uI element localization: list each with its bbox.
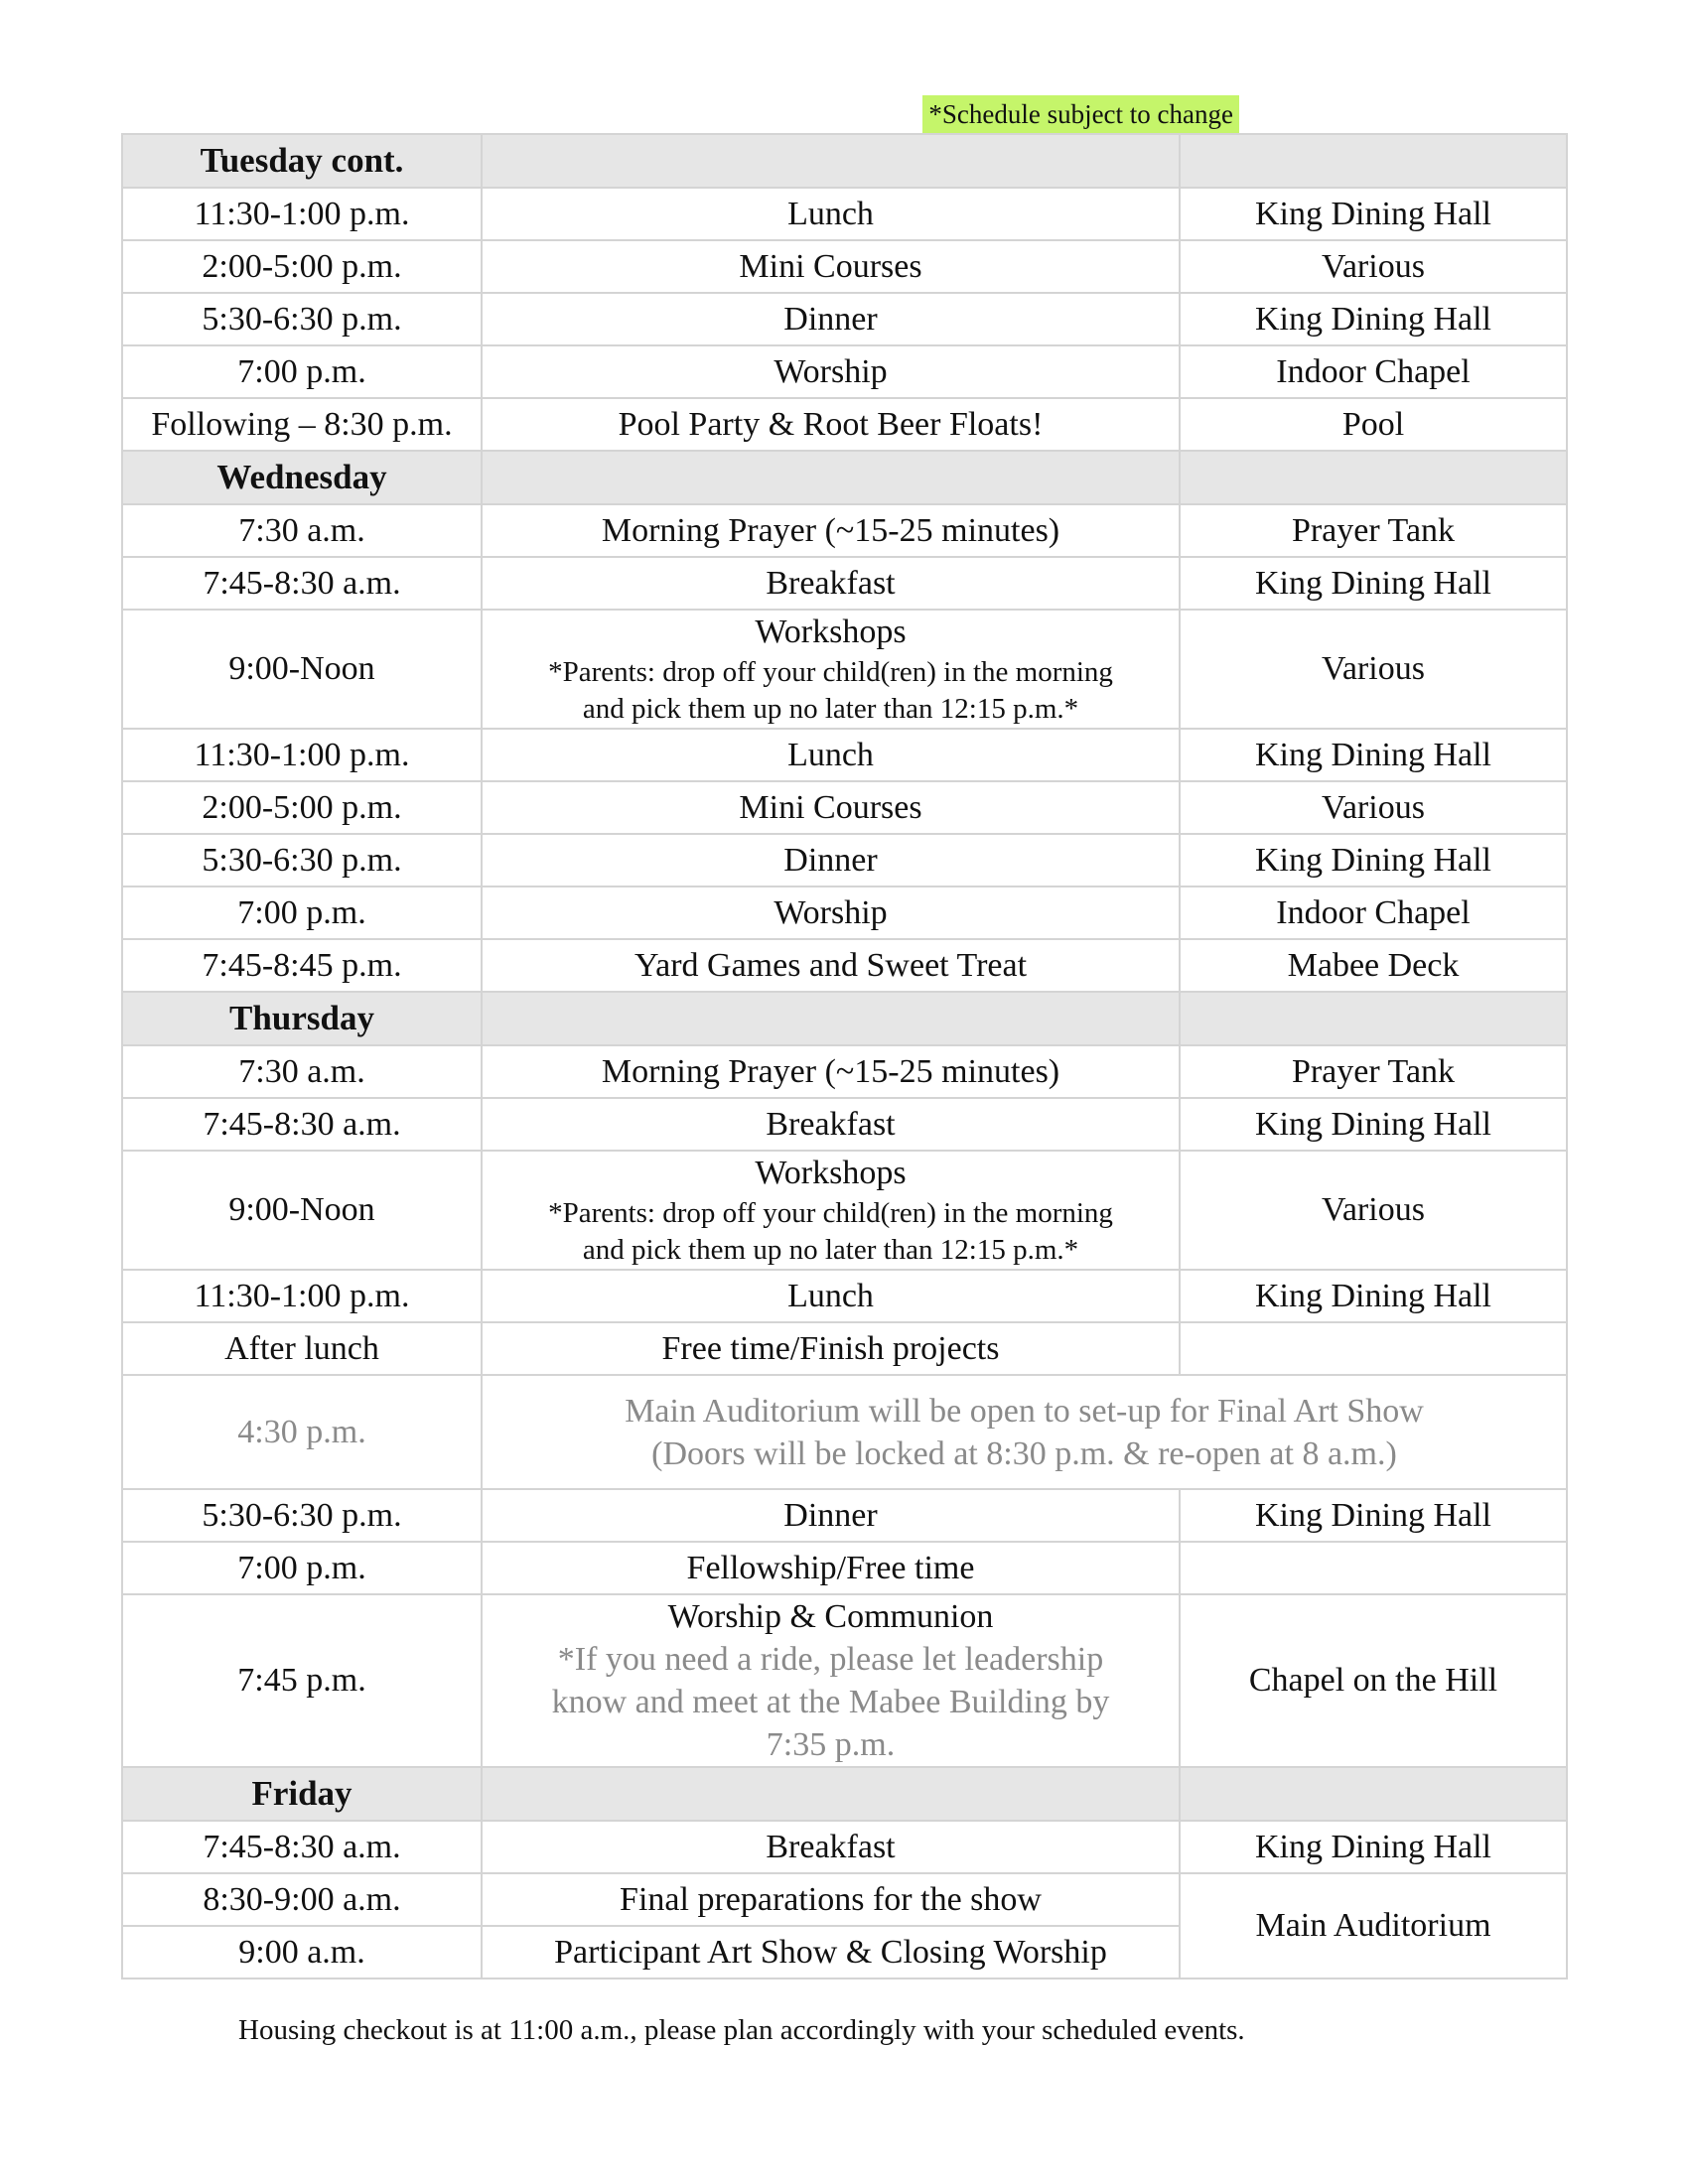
event-cell: Final preparations for the show (482, 1873, 1180, 1926)
time-cell: 9:00-Noon (122, 1151, 482, 1270)
time-cell: After lunch (122, 1322, 482, 1375)
event-note: and pick them up no later than 12:15 p.m.* (582, 1234, 1079, 1266)
event-cell: Dinner (482, 293, 1180, 345)
table-row (122, 729, 1567, 781)
table-row (122, 939, 1567, 992)
event-cell (482, 610, 1180, 729)
time-cell: 4:30 p.m. (122, 1375, 482, 1489)
time-cell: 2:00-5:00 p.m. (122, 240, 482, 293)
time-cell: 8:30-9:00 a.m. (122, 1873, 482, 1926)
day-header-thursday (122, 992, 1567, 1045)
event-title: Workshops (755, 614, 907, 650)
day-header-wednesday (122, 451, 1567, 504)
location-cell: Prayer Tank (1180, 1045, 1567, 1098)
event-cell: Participant Art Show & Closing Worship (482, 1926, 1180, 1979)
time-cell: 11:30-1:00 p.m. (122, 729, 482, 781)
location-cell: King Dining Hall (1180, 1489, 1567, 1542)
table-row (122, 188, 1567, 240)
location-cell (1180, 1322, 1567, 1375)
location-cell: Various (1180, 610, 1567, 729)
location-cell: King Dining Hall (1180, 188, 1567, 240)
event-cell (482, 1594, 1180, 1767)
table-row (122, 240, 1567, 293)
table-row (122, 1542, 1567, 1594)
location-cell: Indoor Chapel (1180, 345, 1567, 398)
time-cell: 9:00 a.m. (122, 1926, 482, 1979)
location-cell: King Dining Hall (1180, 1821, 1567, 1873)
day-name: Wednesday (122, 451, 482, 504)
event-cell: Lunch (482, 1270, 1180, 1322)
location-cell: Mabee Deck (1180, 939, 1567, 992)
event-cell: Worship (482, 345, 1180, 398)
schedule-table (121, 133, 1568, 1979)
location-cell: Main Auditorium (1180, 1873, 1567, 1979)
table-row (122, 1045, 1567, 1098)
location-cell: King Dining Hall (1180, 1098, 1567, 1151)
event-cell: Breakfast (482, 1098, 1180, 1151)
table-row (122, 1821, 1567, 1873)
time-cell: 7:30 a.m. (122, 504, 482, 557)
location-cell: Prayer Tank (1180, 504, 1567, 557)
event-cell: Mini Courses (482, 781, 1180, 834)
time-cell: 7:00 p.m. (122, 887, 482, 939)
time-cell: 11:30-1:00 p.m. (122, 1270, 482, 1322)
location-cell: Pool (1180, 398, 1567, 451)
event-cell: Dinner (482, 834, 1180, 887)
location-cell: Various (1180, 1151, 1567, 1270)
location-cell: King Dining Hall (1180, 293, 1567, 345)
event-cell (482, 1151, 1180, 1270)
event-title: Main Auditorium will be open to set-up for Final Art Show (625, 1392, 1424, 1430)
schedule-change-note: *Schedule subject to change (922, 95, 1239, 135)
table-row (122, 293, 1567, 345)
event-cell: Free time/Finish projects (482, 1322, 1180, 1375)
time-cell: 5:30-6:30 p.m. (122, 834, 482, 887)
time-cell: 9:00-Noon (122, 610, 482, 729)
table-row (122, 1098, 1567, 1151)
location-cell: Indoor Chapel (1180, 887, 1567, 939)
table-row (122, 345, 1567, 398)
event-cell: Fellowship/Free time (482, 1542, 1180, 1594)
table-row (122, 1322, 1567, 1375)
table-row (122, 887, 1567, 939)
time-cell: 7:30 a.m. (122, 1045, 482, 1098)
location-cell (1180, 1542, 1567, 1594)
event-cell: Morning Prayer (~15-25 minutes) (482, 1045, 1180, 1098)
event-cell: Morning Prayer (~15-25 minutes) (482, 504, 1180, 557)
location-cell: Various (1180, 240, 1567, 293)
table-row (122, 398, 1567, 451)
event-note: know and meet at the Mabee Building by (551, 1684, 1110, 1720)
time-cell: 7:45-8:30 a.m. (122, 557, 482, 610)
time-cell: 7:45 p.m. (122, 1594, 482, 1767)
table-row-communion (122, 1594, 1567, 1767)
event-note: *Parents: drop off your child(ren) in the morning (548, 656, 1113, 688)
table-row (122, 557, 1567, 610)
time-cell: 7:45-8:30 a.m. (122, 1821, 482, 1873)
day-name: Friday (122, 1767, 482, 1821)
table-row (122, 1489, 1567, 1542)
table-row (122, 504, 1567, 557)
table-row-auditorium-setup (122, 1375, 1567, 1489)
day-name: Thursday (122, 992, 482, 1045)
time-cell: 2:00-5:00 p.m. (122, 781, 482, 834)
location-cell: King Dining Hall (1180, 729, 1567, 781)
location-cell: Various (1180, 781, 1567, 834)
time-cell: 5:30-6:30 p.m. (122, 1489, 482, 1542)
day-name: Tuesday cont. (122, 134, 482, 188)
event-cell: Lunch (482, 729, 1180, 781)
day-header-tuesday (122, 134, 1567, 188)
time-cell: 11:30-1:00 p.m. (122, 188, 482, 240)
event-cell: Lunch (482, 188, 1180, 240)
location-cell: King Dining Hall (1180, 557, 1567, 610)
location-cell: King Dining Hall (1180, 1270, 1567, 1322)
event-cell (482, 1375, 1567, 1489)
table-row (122, 1270, 1567, 1322)
table-row (122, 1151, 1567, 1270)
time-cell: 7:45-8:30 a.m. (122, 1098, 482, 1151)
event-cell: Pool Party & Root Beer Floats! (482, 398, 1180, 451)
location-cell: King Dining Hall (1180, 834, 1567, 887)
table-row (122, 1873, 1567, 1926)
event-title: Worship & Communion (667, 1598, 994, 1635)
event-note: (Doors will be locked at 8:30 p.m. & re-open at 8 a.m.) (651, 1434, 1397, 1472)
table-row (122, 610, 1567, 729)
event-note: *Parents: drop off your child(ren) in the morning (548, 1197, 1113, 1229)
event-cell: Dinner (482, 1489, 1180, 1542)
event-cell: Worship (482, 887, 1180, 939)
event-note: *If you need a ride, please let leadership (557, 1641, 1104, 1678)
time-cell: 7:00 p.m. (122, 345, 482, 398)
table-row (122, 834, 1567, 887)
time-cell: 7:00 p.m. (122, 1542, 482, 1594)
event-cell: Breakfast (482, 557, 1180, 610)
day-header-friday (122, 1767, 1567, 1821)
event-title: Workshops (755, 1155, 907, 1191)
event-cell: Yard Games and Sweet Treat (482, 939, 1180, 992)
location-cell: Chapel on the Hill (1180, 1594, 1567, 1767)
housing-checkout-note: Housing checkout is at 11:00 a.m., please plan accordingly with your scheduled events. (238, 2014, 1245, 2046)
event-cell: Mini Courses (482, 240, 1180, 293)
event-note: and pick them up no later than 12:15 p.m.* (582, 693, 1079, 725)
table-row (122, 781, 1567, 834)
event-note: 7:35 p.m. (766, 1726, 896, 1763)
time-cell: 7:45-8:45 p.m. (122, 939, 482, 992)
event-cell: Breakfast (482, 1821, 1180, 1873)
time-cell: Following – 8:30 p.m. (122, 398, 482, 451)
time-cell: 5:30-6:30 p.m. (122, 293, 482, 345)
